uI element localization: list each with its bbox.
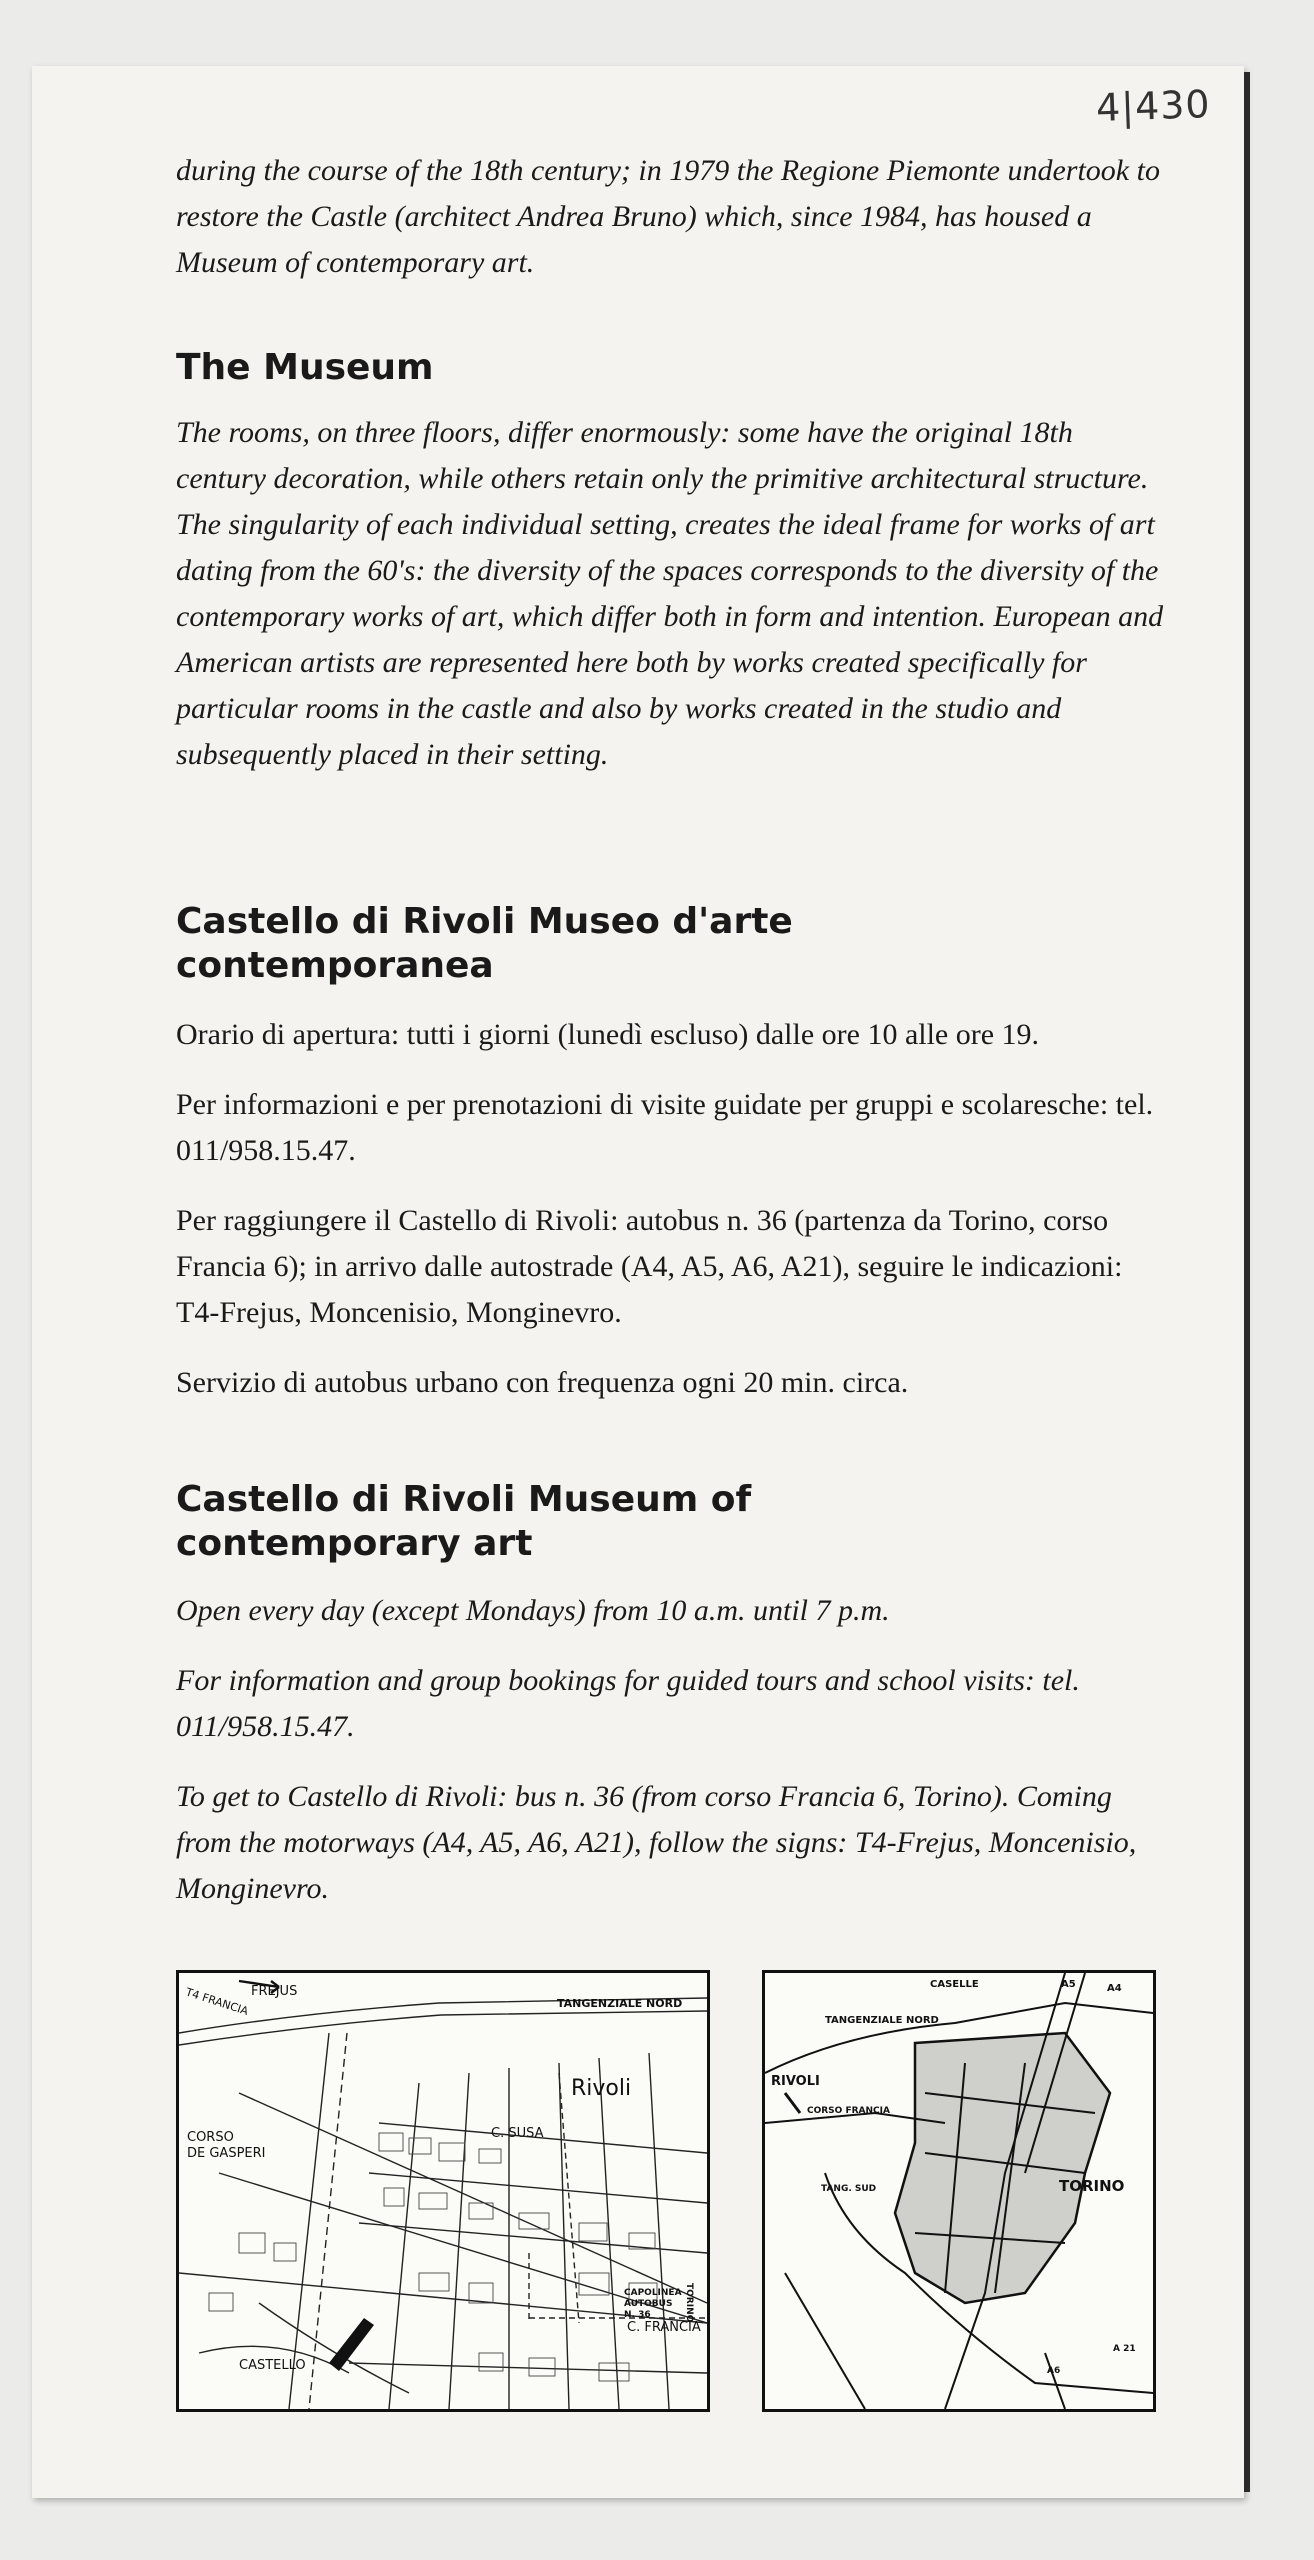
label-c-susa: C. SUSA — [491, 2126, 544, 2141]
label-tang-sud: TANG. SUD — [821, 2184, 877, 2194]
label-n36: N. 36 — [624, 2310, 651, 2320]
label-torino-vertical: TORINO — [684, 2283, 694, 2323]
museum-heading: The Museum — [176, 347, 434, 388]
label-castello: CASTELLO — [239, 2358, 306, 2373]
label-frejus: FREJUS — [251, 1984, 298, 1999]
page-edge — [1244, 72, 1250, 2492]
rivoli-arrow-icon — [785, 2093, 800, 2113]
torino-city-area — [895, 2033, 1110, 2303]
italian-heading: Castello di Rivoli Museo d'arte contemporanea — [176, 901, 793, 986]
label-tangenziale-nord-t: TANGENZIALE NORD — [825, 2015, 939, 2026]
torino-map — [762, 1970, 1156, 2412]
label-de-gasperi: DE GASPERI — [187, 2146, 266, 2161]
intro-paragraph: during the course of the 18th century; in 1979 the Regione Piemonte undertook to restore the Castle (architect Andrea Bruno) which, since 1984, has housed a Museum of contemporary art. — [176, 154, 1160, 279]
label-caselle: CASELLE — [930, 1979, 979, 1990]
english-directions: To get to Castello di Rivoli: bus n. 36 (from corso Francia 6, Torino). Coming from the motorways (A4, A5, A6, A21), follow the signs: T4-Frejus, Moncenisio, Monginevro. — [176, 1780, 1137, 1905]
label-a5: A5 — [1061, 1979, 1076, 1990]
english-info: For information and group bookings for guided tours and school visits: tel. 011/958.15.47. — [176, 1664, 1080, 1743]
label-autobus: AUTOBUS — [624, 2299, 673, 2309]
torino-map-graphic — [765, 1973, 1153, 2409]
italian-info: Per informazioni e per prenotazioni di visite guidate per gruppi e scolaresche: tel. 011/958.15.47. — [176, 1088, 1154, 1167]
rivoli-map-graphic — [179, 1973, 707, 2409]
italian-section — [176, 900, 1166, 1430]
label-corso-francia: CORSO FRANCIA — [807, 2106, 890, 2116]
italian-hours: Orario di apertura: tutti i giorni (lunedì escluso) dalle ore 10 alle ore 19. — [176, 1018, 1040, 1051]
museum-section — [176, 346, 1166, 778]
label-torino: TORINO — [1059, 2177, 1125, 2195]
label-a21: A 21 — [1113, 2344, 1136, 2354]
label-rivoli: Rivoli — [571, 2076, 632, 2101]
english-body — [176, 1588, 1166, 1912]
handwritten-annotation: 4|430 — [1095, 82, 1212, 130]
museum-text: The rooms, on three floors, differ enormously: some have the original 18th century decoration, while others retain only the primitive architectural structure. The singularity of each individual setting, creates the ideal frame for works of art dating from the 60's: the diversity of the spaces corresponds to the diversity of the contemporary works of art, which differ both in form and intention. European and American artists are represented here both by works created specifically for particular rooms in the castle and also by works created in the studio and subsequently placed in their setting. — [176, 416, 1164, 771]
italian-directions: Per raggiungere il Castello di Rivoli: autobus n. 36 (partenza da Torino, corso Francia 6); in arrivo dalle autostrade (A4, A5, A6, A21), seguire le indicazioni: T4-Frejus, Moncenisio, Monginevro. — [176, 1204, 1123, 1329]
english-hours: Open every day (except Mondays) from 10 a.m. until 7 p.m. — [176, 1594, 890, 1627]
label-c-francia: C. FRANCIA — [627, 2320, 701, 2335]
label-capolinea: CAPOLINEA — [624, 2288, 682, 2298]
label-t4-francia: T4 FRANCIA — [184, 1985, 250, 2018]
label-a6: A6 — [1047, 2366, 1061, 2376]
label-rivoli-t: RIVOLI — [771, 2074, 820, 2089]
rivoli-map — [176, 1970, 710, 2412]
italian-body — [176, 1012, 1166, 1406]
label-a4: A4 — [1107, 1983, 1122, 1994]
english-heading: Castello di Rivoli Museum of contemporary art — [176, 1479, 752, 1564]
label-tangenziale-nord: TANGENZIALE NORD — [557, 1997, 683, 2010]
label-corso: CORSO — [187, 2130, 234, 2145]
english-section — [176, 1478, 1166, 1936]
italian-bus: Servizio di autobus urbano con frequenza ogni 20 min. circa. — [176, 1366, 909, 1399]
